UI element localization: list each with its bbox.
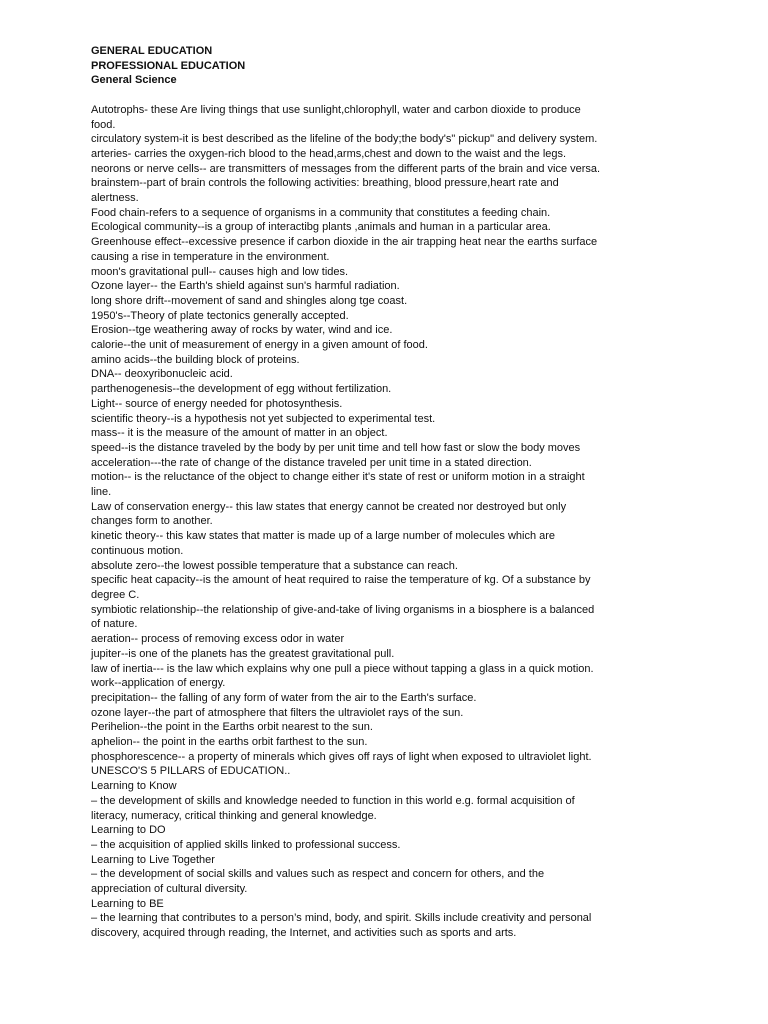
definition-entry <box>91 500 691 529</box>
definition-entry <box>91 323 691 338</box>
text-line: literacy, numeracy, critical thinking and general knowledge. <box>91 809 377 822</box>
definition-entry <box>91 559 691 574</box>
text-line: degree C. <box>91 589 140 601</box>
text-line: parthenogenesis--the development of egg without fertilization. <box>91 383 392 396</box>
text-line: speed--is the distance traveled by the body by per unit time and tell how fast or slow the body moves <box>91 441 581 454</box>
definition-entry <box>91 132 691 147</box>
definition-entry <box>91 720 691 735</box>
text-line: – the development of skills and knowledge needed to function in this world e.g. formal acquisition of <box>91 794 575 807</box>
text-line: aphelion-- the point in the earths orbit farthest to the sun. <box>91 736 368 749</box>
text-line: arteries- carries the oxygen-rich blood to the head,arms,chest and down to the waist and the legs. <box>91 147 567 160</box>
definition-entry <box>91 779 691 794</box>
definition-entry <box>91 367 691 382</box>
text-line: acceleration---the rate of change of the distance traveled per unit time in a stated direction. <box>91 456 532 469</box>
text-line: circulatory system-it is best described as the lifeline of the body;the body's" pickup" and delivery system. <box>91 133 598 146</box>
text-line: Greenhouse effect--excessive presence if carbon dioxide in the air trapping heat near the earths surface <box>91 236 598 249</box>
definition-entry <box>91 823 691 838</box>
text-line: ozone layer--the part of atmosphere that filters the ultraviolet rays of the sun. <box>91 706 464 719</box>
text-line: neorons or nerve cells-- are transmitters of messages from the different parts of the brain and vice versa. <box>91 162 601 175</box>
definition-list <box>91 103 691 941</box>
definition-entry <box>91 750 691 765</box>
definition-entry <box>91 382 691 397</box>
text-line: line. <box>91 486 112 499</box>
header-general-education: GENERAL EDUCATION <box>91 45 213 57</box>
definition-entry <box>91 176 691 205</box>
definition-entry <box>91 441 691 456</box>
text-line: continuous motion. <box>91 544 184 557</box>
definition-entry <box>91 867 691 896</box>
definition-entry <box>91 470 691 499</box>
definition-entry <box>91 632 691 647</box>
definition-entry <box>91 794 691 823</box>
text-line: of nature. <box>91 618 138 631</box>
text-line: moon's gravitational pull-- causes high and low tides. <box>91 265 349 278</box>
text-line: Food chain-refers to a sequence of organisms in a community that constitutes a feeding chain. <box>91 206 551 219</box>
text-line: long shore drift--movement of sand and shingles along tge coast. <box>91 294 408 307</box>
definition-entry <box>91 647 691 662</box>
definition-entry <box>91 412 691 427</box>
text-line: Erosion--tge weathering away of rocks by water, wind and ice. <box>91 324 393 337</box>
definition-entry <box>91 456 691 471</box>
text-line: – the acquisition of applied skills linked to professional success. <box>91 838 401 851</box>
text-line: symbiotic relationship--the relationship of give-and-take of living organisms in a biosphere is a balanced <box>91 603 595 616</box>
text-line: Ozone layer-- the Earth's shield against sun's harmful radiation. <box>91 280 400 293</box>
text-line: – the development of social skills and values such as respect and concern for others, and the <box>91 868 545 881</box>
text-line: changes form to another. <box>91 515 213 528</box>
definition-entry <box>91 735 691 750</box>
text-line: absolute zero--the lowest possible temperature that a substance can reach. <box>91 559 458 572</box>
definition-entry <box>91 573 691 602</box>
text-line: precipitation-- the falling of any form of water from the air to the Earth's surface. <box>91 691 477 704</box>
document-page <box>91 44 691 941</box>
text-line: appreciation of cultural diversity. <box>91 883 248 896</box>
text-line: work--application of energy. <box>91 677 226 690</box>
text-line: Light-- source of energy needed for photosynthesis. <box>91 397 343 410</box>
text-line: aeration-- process of removing excess odor in water <box>91 633 345 646</box>
definition-entry <box>91 691 691 706</box>
text-line: Learning to Know <box>91 780 177 793</box>
definition-entry <box>91 279 691 294</box>
text-line: Law of conservation energy-- this law states that energy cannot be created nor destroyed but only <box>91 500 567 513</box>
text-line: Autotrophs- these Are living things that use sunlight,chlorophyll, water and carbon dioxide to produce <box>91 103 581 116</box>
definition-entry <box>91 764 691 779</box>
definition-entry <box>91 676 691 691</box>
text-line: Perihelion--the point in the Earths orbit nearest to the sun. <box>91 721 373 734</box>
definition-entry <box>91 853 691 868</box>
text-line: calorie--the unit of measurement of energy in a given amount of food. <box>91 339 428 352</box>
definition-entry <box>91 353 691 368</box>
definition-entry <box>91 235 691 264</box>
text-line: UNESCO'S 5 PILLARS of EDUCATION.. <box>91 765 291 778</box>
text-line: brainstem--part of brain controls the following activities: breathing, blood pressure,heart rate and <box>91 177 559 190</box>
definition-entry <box>91 706 691 721</box>
text-line: kinetic theory-- this kaw states that matter is made up of a large number of molecules which are <box>91 530 556 543</box>
text-line: phosphorescence-- a property of minerals which gives off rays of light when exposed to ultraviolet light. <box>91 750 592 763</box>
text-line: discovery, acquired through reading, the Internet, and activities such as sports and arts. <box>91 927 517 940</box>
header-professional-education: PROFESSIONAL EDUCATION <box>91 59 246 72</box>
definition-entry <box>91 103 691 132</box>
text-line: law of inertia--- is the law which explains why one pull a piece without tapping a glass in a quick motion. <box>91 662 594 675</box>
definition-entry <box>91 220 691 235</box>
definition-entry <box>91 162 691 177</box>
text-line: jupiter--is one of the planets has the greatest gravitational pull. <box>91 647 395 660</box>
text-line: amino acids--the building block of proteins. <box>91 353 300 366</box>
header-general-science: General Science <box>91 74 177 87</box>
definition-entry <box>91 338 691 353</box>
text-line: Learning to BE <box>91 897 164 910</box>
definition-entry <box>91 147 691 162</box>
text-line: Learning to DO <box>91 824 166 837</box>
text-line: 1950's--Theory of plate tectonics generally accepted. <box>91 309 349 322</box>
text-line: motion-- is the reluctance of the object to change either it's state of rest or uniform motion in a straight <box>91 471 585 484</box>
definition-entry <box>91 206 691 221</box>
definition-entry <box>91 662 691 677</box>
definition-entry <box>91 397 691 412</box>
definition-entry <box>91 265 691 280</box>
definition-entry <box>91 309 691 324</box>
header-spacer <box>91 88 691 103</box>
definition-entry <box>91 897 691 912</box>
text-line: scientific theory--is a hypothesis not yet subjected to experimental test. <box>91 412 436 425</box>
definition-entry <box>91 603 691 632</box>
text-line: Ecological community--is a group of interactibg plants ,animals and human in a particular area. <box>91 221 551 234</box>
definition-entry <box>91 294 691 309</box>
text-line: alertness. <box>91 192 139 205</box>
definition-entry <box>91 911 691 940</box>
definition-entry <box>91 529 691 558</box>
text-line: specific heat capacity--is the amount of heat required to raise the temperature of kg. Of a substance by <box>91 574 591 587</box>
text-line: food. <box>91 118 116 131</box>
text-line: DNA-- deoxyribonucleic acid. <box>91 368 233 381</box>
text-line: mass-- it is the measure of the amount of matter in an object. <box>91 427 388 440</box>
text-line: – the learning that contributes to a person’s mind, body, and spirit. Skills include creativity and personal <box>91 912 592 925</box>
definition-entry <box>91 838 691 853</box>
text-line: causing a rise in temperature in the environment. <box>91 250 330 263</box>
definition-entry <box>91 426 691 441</box>
text-line: Learning to Live Together <box>91 853 215 866</box>
